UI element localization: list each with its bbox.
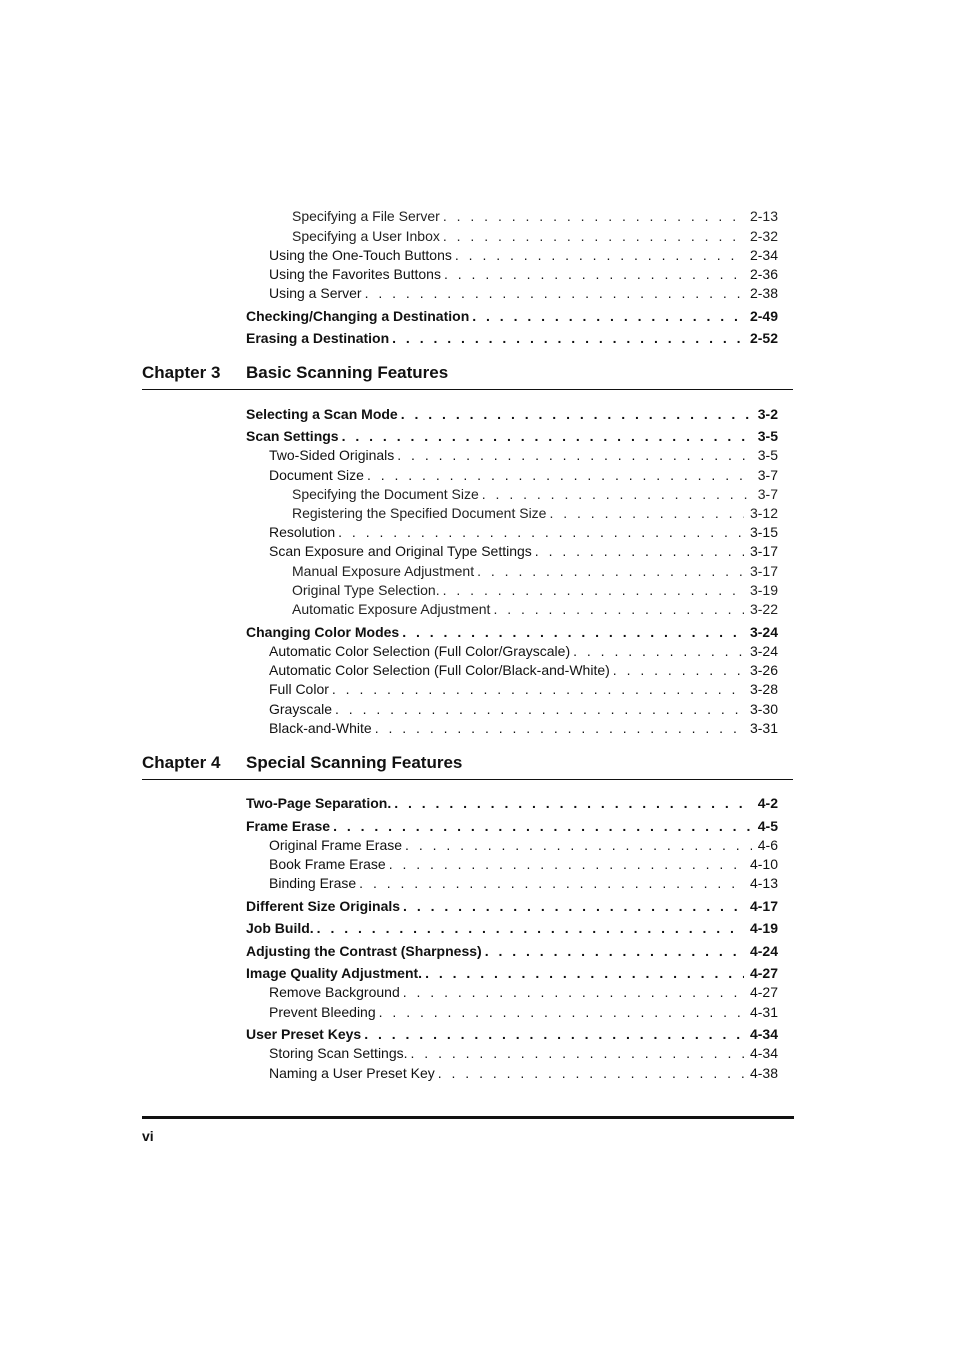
toc-entry-page: 4-6: [757, 837, 778, 853]
toc-entry-page: 3-7: [757, 467, 778, 483]
toc-entry-page: 3-28: [749, 681, 778, 697]
dot-leader: [573, 642, 744, 660]
dot-leader: [477, 562, 744, 580]
dot-leader: [342, 427, 752, 445]
dot-leader: [485, 942, 744, 960]
dot-leader: [403, 983, 744, 1001]
toc-entry-title: Using a Server: [269, 285, 362, 301]
toc-entry-title: Remove Background: [269, 984, 400, 1000]
toc-entry[interactable]: [269, 246, 778, 264]
toc-entry[interactable]: [246, 897, 778, 915]
chapter-number: Chapter 3: [142, 363, 221, 382]
dot-leader: [359, 874, 744, 892]
toc-entry[interactable]: [292, 227, 778, 245]
dot-leader: [332, 680, 744, 698]
dot-leader: [443, 207, 744, 225]
dot-leader: [455, 246, 744, 264]
toc-entry-title: Automatic Color Selection (Full Color/Grayscale): [269, 643, 571, 659]
toc-entry-page: 4-2: [757, 795, 778, 811]
toc-entry-title: Erasing a Destination: [246, 330, 390, 346]
toc-entry-title: Original Frame Erase: [269, 837, 403, 853]
toc-entry-page: 2-52: [749, 330, 778, 346]
toc-entry-title: User Preset Keys: [246, 1026, 362, 1042]
dot-leader: [375, 719, 744, 737]
toc-entry[interactable]: [246, 329, 778, 347]
toc-entry-title: Specifying the Document Size: [292, 486, 479, 502]
toc-entry[interactable]: [269, 542, 778, 560]
dot-leader: [549, 504, 744, 522]
toc-entry[interactable]: [269, 642, 778, 660]
dot-leader: [389, 855, 744, 873]
footer-rule: [142, 1116, 794, 1119]
dot-leader: [402, 623, 744, 641]
toc-entry-page: 3-5: [757, 447, 778, 463]
toc-entry-page: 3-12: [749, 505, 778, 521]
toc-entry[interactable]: [246, 919, 778, 937]
toc-entry[interactable]: [246, 1025, 778, 1043]
toc-entry-page: 2-34: [749, 247, 778, 263]
toc-entry-title: Black-and-White: [269, 720, 372, 736]
toc-entry-title: Storing Scan Settings.: [269, 1045, 408, 1061]
dot-leader: [411, 1044, 744, 1062]
toc-entry-title: Frame Erase: [246, 818, 331, 834]
dot-leader: [379, 1003, 744, 1021]
toc-entry-title: Registering the Specified Document Size: [292, 505, 547, 521]
toc-entry-page: 3-24: [749, 624, 778, 640]
toc-entry[interactable]: [269, 836, 778, 854]
toc-entry-title: Image Quality Adjustment.: [246, 965, 423, 981]
toc-entry[interactable]: [269, 466, 778, 484]
dot-leader: [365, 284, 744, 302]
toc-entry-title: Checking/Changing a Destination: [246, 308, 470, 324]
toc-entry-title: Full Color: [269, 681, 329, 697]
dot-leader: [613, 661, 744, 679]
toc-entry[interactable]: [292, 504, 778, 522]
toc-entry[interactable]: [292, 562, 778, 580]
toc-entry[interactable]: [246, 942, 778, 960]
toc-entry[interactable]: [269, 1044, 778, 1062]
toc-entry-title: Two-Sided Originals: [269, 447, 395, 463]
toc-entry-page: 3-31: [749, 720, 778, 736]
toc-entry-title: Two-Page Separation.: [246, 795, 392, 811]
toc-entry-page: 4-5: [757, 818, 778, 834]
toc-entry-page: 2-32: [749, 228, 778, 244]
toc-entry-title: Book Frame Erase: [269, 856, 386, 872]
dot-leader: [333, 817, 752, 835]
toc-entry-page: 4-13: [749, 875, 778, 891]
toc-entry-page: 2-49: [749, 308, 778, 324]
toc-entry-title: Specifying a File Server: [292, 208, 440, 224]
toc-entry-title: Different Size Originals: [246, 898, 401, 914]
page-number: vi: [142, 1128, 154, 1144]
toc-entry-page: 4-24: [749, 943, 778, 959]
dot-leader: [482, 485, 752, 503]
toc-entry[interactable]: [269, 680, 778, 698]
toc-entry[interactable]: [269, 284, 778, 302]
dot-leader: [493, 600, 744, 618]
toc-entry-title: Grayscale: [269, 701, 333, 717]
toc-entry[interactable]: [292, 600, 778, 618]
dot-leader: [392, 329, 744, 347]
toc-entry[interactable]: [246, 427, 778, 445]
toc-entry[interactable]: [292, 207, 778, 225]
toc-entry[interactable]: [269, 700, 778, 718]
toc-entry[interactable]: [269, 265, 778, 283]
toc-entry-page: 4-38: [749, 1065, 778, 1081]
toc-entry-page: 3-19: [749, 582, 778, 598]
dot-leader: [443, 227, 744, 245]
toc-entry-page: 4-31: [749, 1004, 778, 1020]
toc-entry[interactable]: [269, 855, 778, 873]
toc-entry-page: 3-2: [757, 406, 778, 422]
toc-entry-page: 2-13: [749, 208, 778, 224]
toc-entry-title: Scan Exposure and Original Type Settings: [269, 543, 532, 559]
toc-entry-page: 4-10: [749, 856, 778, 872]
chapter-title: Basic Scanning Features: [246, 363, 449, 382]
toc-entry-title: Resolution: [269, 524, 336, 540]
toc-entry-page: 3-26: [749, 662, 778, 678]
toc-entry-title: Manual Exposure Adjustment: [292, 563, 475, 579]
dot-leader: [394, 794, 752, 812]
toc-entry[interactable]: [269, 719, 778, 737]
dot-leader: [367, 466, 752, 484]
toc-entry-title: Automatic Exposure Adjustment: [292, 601, 491, 617]
toc-entry[interactable]: [269, 1064, 778, 1082]
toc-entry-page: 3-5: [757, 428, 778, 444]
toc-entry[interactable]: [246, 964, 778, 982]
toc-entry-title: Using the Favorites Buttons: [269, 266, 441, 282]
dot-leader: [472, 307, 744, 325]
chapter-4-heading: [142, 753, 793, 780]
toc-entry[interactable]: [246, 405, 778, 423]
toc-entry-page: 4-17: [749, 898, 778, 914]
toc-entry-page: 3-17: [749, 563, 778, 579]
toc-entry-page: 4-19: [749, 920, 778, 936]
toc-entry-page: 3-30: [749, 701, 778, 717]
toc-entry-title: Selecting a Scan Mode: [246, 406, 398, 422]
chapter-3-heading: [142, 363, 793, 390]
chapter-number: Chapter 4: [142, 753, 221, 772]
toc-entry-title: Automatic Color Selection (Full Color/Black-and-White): [269, 662, 610, 678]
toc-entry-title: Prevent Bleeding: [269, 1004, 376, 1020]
toc-entry-page: 4-34: [749, 1026, 778, 1042]
toc-entry[interactable]: [269, 1003, 778, 1021]
toc-entry[interactable]: [246, 794, 778, 812]
toc-entry[interactable]: [269, 446, 778, 464]
toc-entry-title: Naming a User Preset Key: [269, 1065, 435, 1081]
toc-entry[interactable]: [246, 623, 778, 641]
toc-entry-page: 4-34: [749, 1045, 778, 1061]
toc-entry-title: Original Type Selection.: [292, 582, 440, 598]
toc-entry-page: 3-17: [749, 543, 778, 559]
dot-leader: [338, 523, 744, 541]
toc-entry-page: 2-38: [749, 285, 778, 301]
chapter-title: Special Scanning Features: [246, 753, 463, 772]
toc-entry-title: Scan Settings: [246, 428, 339, 444]
toc-entry-page: 3-24: [749, 643, 778, 659]
toc-entry-title: Job Build.: [246, 920, 314, 936]
dot-leader: [438, 1064, 744, 1082]
toc-entry-title: Specifying a User Inbox: [292, 228, 440, 244]
dot-leader: [401, 405, 752, 423]
toc-entry-title: Document Size: [269, 467, 364, 483]
dot-leader: [444, 265, 744, 283]
toc-entry-page: 4-27: [749, 984, 778, 1000]
dot-leader: [443, 581, 744, 599]
toc-entry-page: 4-27: [749, 965, 778, 981]
dot-leader: [364, 1025, 744, 1043]
toc-entry-page: 3-22: [749, 601, 778, 617]
toc-entry-title: Binding Erase: [269, 875, 357, 891]
toc-entry-title: Using the One-Touch Buttons: [269, 247, 452, 263]
toc-entry[interactable]: [246, 307, 778, 325]
toc-entry[interactable]: [269, 983, 778, 1001]
toc-entry[interactable]: [269, 523, 778, 541]
toc-entry[interactable]: [292, 581, 778, 599]
dot-leader: [535, 542, 744, 560]
toc-entry[interactable]: [269, 874, 778, 892]
dot-leader: [405, 836, 752, 854]
toc-entry[interactable]: [246, 817, 778, 835]
toc-entry-page: 3-7: [757, 486, 778, 502]
dot-leader: [403, 897, 744, 915]
dot-leader: [425, 964, 744, 982]
dot-leader: [397, 446, 751, 464]
dot-leader: [335, 700, 744, 718]
toc-entry-page: 3-15: [749, 524, 778, 540]
toc-entry-title: Changing Color Modes: [246, 624, 400, 640]
toc-entry[interactable]: [269, 661, 778, 679]
toc-entry[interactable]: [292, 485, 778, 503]
toc-entry-page: 2-36: [749, 266, 778, 282]
dot-leader: [317, 919, 744, 937]
toc-entry-title: Adjusting the Contrast (Sharpness): [246, 943, 482, 959]
